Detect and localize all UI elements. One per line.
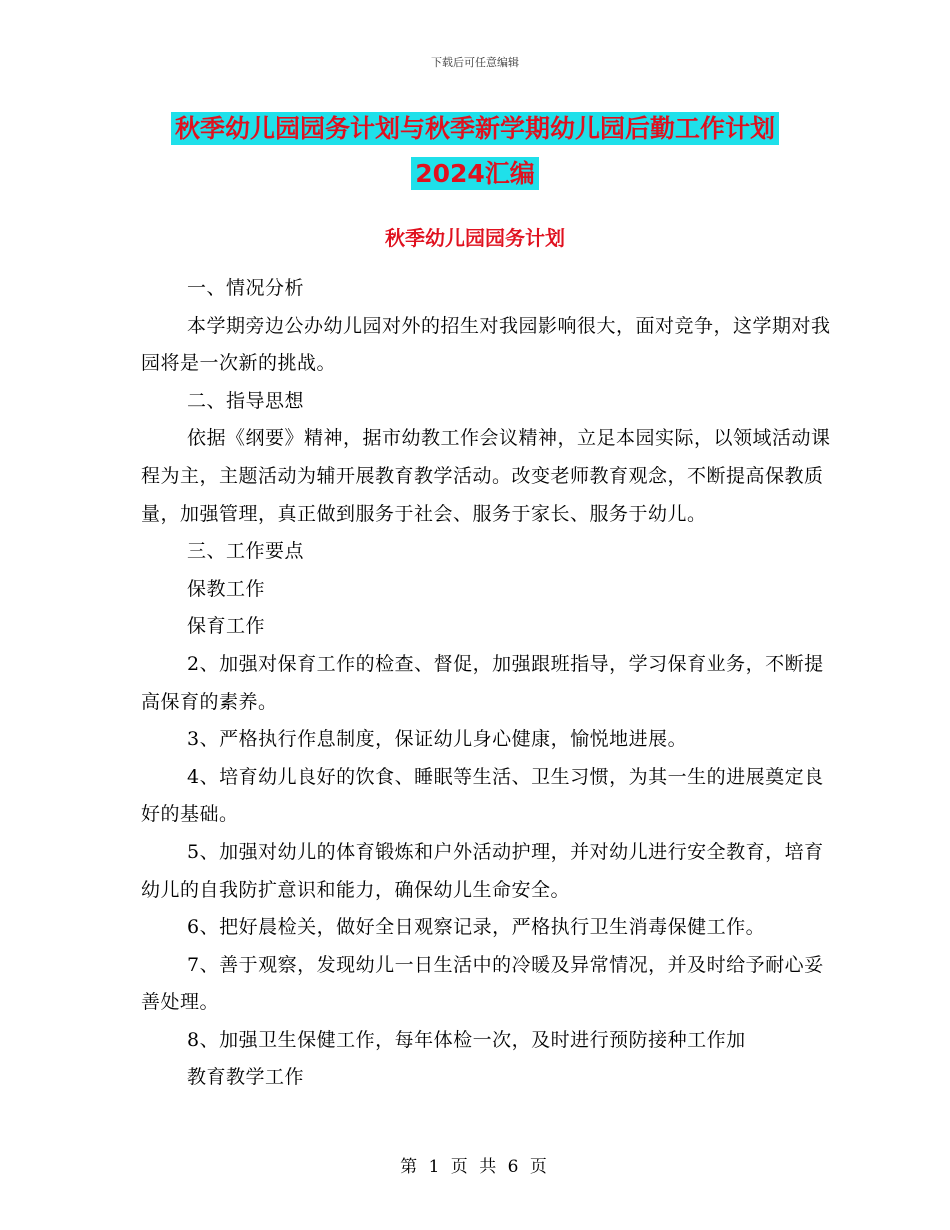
subheading-care-education: 保教工作 xyxy=(187,577,266,600)
page-footer: 第 1 页 共 6 页 xyxy=(400,1157,550,1177)
list-item-7: 7、善于观察，发现幼儿一日生活中的冷暖及异常情况，并及时给予耐心妥善处理。 xyxy=(141,953,824,1014)
paragraph-situation: 本学期旁边公办幼儿园对外的招生对我园影响很大，面对竞争，这学期对我园将是一次新的挑战。 xyxy=(141,314,831,375)
subheading-teaching: 教育教学工作 xyxy=(187,1066,305,1089)
document-title-text: 秋季幼儿园园务计划与秋季新学期幼儿园后勤工作计划2024汇编 xyxy=(171,112,779,190)
document-title xyxy=(140,106,810,196)
list-item-4: 4、培育幼儿良好的饮食、睡眠等生活、卫生习惯，为其一生的进展奠定良好的基础。 xyxy=(141,765,824,826)
subheading-childcare: 保育工作 xyxy=(187,615,266,638)
list-item-6: 6、把好晨检关，做好全日观察记录，严格执行卫生消毒保健工作。 xyxy=(187,916,766,939)
heading-work-points: 三、工作要点 xyxy=(187,540,305,563)
list-item-3: 3、严格执行作息制度，保证幼儿身心健康，愉悦地进展。 xyxy=(187,728,688,751)
section-title: 秋季幼儿园园务计划 xyxy=(385,226,565,250)
list-item-5: 5、加强对幼儿的体育锻炼和户外活动护理，并对幼儿进行安全教育，培育幼儿的自我防扩意识和能力，确保幼儿生命安全。 xyxy=(141,840,824,901)
heading-situation-analysis: 一、情况分析 xyxy=(187,277,305,299)
paragraph-guiding-ideology: 依据《纲要》精神，据市幼教工作会议精神，立足本园实际，以领域活动课程为主，主题活动为辅开展教育教学活动。改变老师教育观念，不断提高保教质量，加强管理，真正做到服务于社会、服务于家长、服务于幼儿。 xyxy=(141,427,831,525)
document-body xyxy=(141,270,831,1097)
list-item-8: 8、加强卫生保健工作，每年体检一次，及时进行预防接种工作加 xyxy=(187,1028,746,1051)
header-note: 下载后可任意编辑 xyxy=(431,56,519,69)
list-item-2: 2、加强对保育工作的检查、督促，加强跟班指导，学习保育业务，不断提高保育的素养。 xyxy=(141,652,824,713)
heading-guiding-ideology: 二、指导思想 xyxy=(187,389,305,412)
